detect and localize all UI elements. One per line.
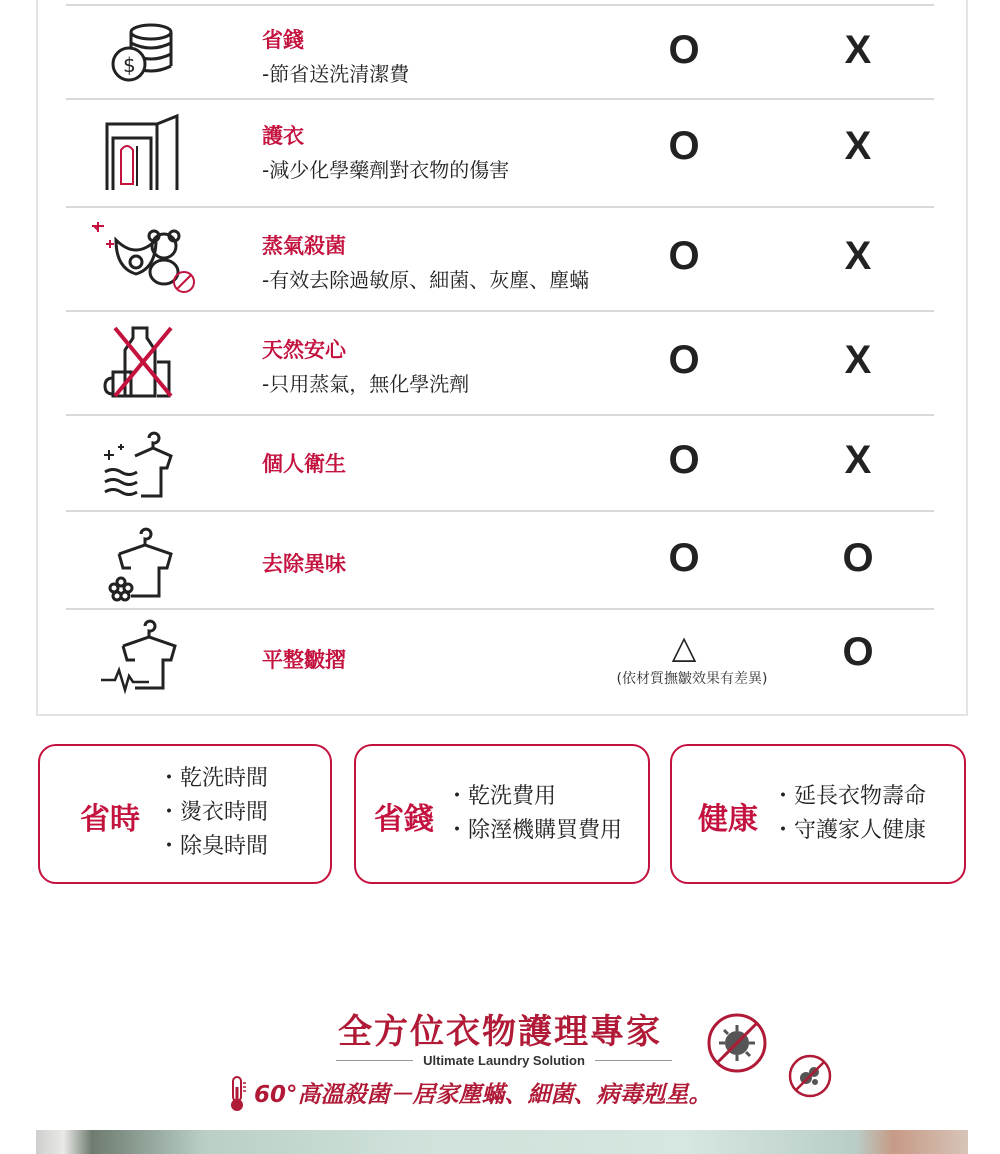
svg-text:$: $ <box>123 53 136 77</box>
col2-mark: X <box>844 234 872 278</box>
summary-list <box>158 762 268 864</box>
summary-item: ・ 延長衣物壽命 <box>772 780 926 814</box>
table-row <box>66 98 934 206</box>
row-desc: -節省送洗清潔費 <box>262 62 410 86</box>
banner-title: 全方位衣物護理專家 <box>338 1012 662 1052</box>
no-virus-icon <box>706 1012 768 1074</box>
banner-subtitle: Ultimate Laundry Solution <box>423 1052 585 1068</box>
summary-item: ・ 除溼機購買費用 <box>446 814 622 848</box>
steam-shirt-icon <box>96 424 186 504</box>
col2-mark: X <box>844 28 872 72</box>
col1-mark: O <box>668 28 700 72</box>
col1-mark: O <box>668 438 700 482</box>
row-title: 個人衛生 <box>262 452 346 476</box>
banner-tagline: 60°高溫殺菌－居家塵蟎、細菌、病毒剋星。 <box>254 1082 712 1108</box>
table-row <box>66 510 934 608</box>
table-row <box>66 414 934 510</box>
table-row <box>66 4 934 98</box>
col2-mark: X <box>844 124 872 168</box>
row-note: (依材質撫皺效果有差異) <box>616 671 768 687</box>
no-detergent-icon <box>96 322 186 402</box>
summary-list <box>772 780 926 848</box>
summary-title: 省時 <box>80 802 140 837</box>
col2-mark: O <box>842 536 874 580</box>
summary-item: ・ 乾洗費用 <box>446 780 622 814</box>
summary-title: 健康 <box>698 802 758 837</box>
shirt-flower-icon <box>96 522 186 602</box>
divider <box>595 1060 672 1061</box>
banner-subtitle-row <box>336 1050 672 1070</box>
bib-teddy-bear-icon <box>86 216 196 296</box>
col1-mark: △ <box>671 628 697 666</box>
summary-item: ・ 燙衣時間 <box>158 796 268 830</box>
thermometer-icon <box>226 1075 248 1113</box>
row-desc: -減少化學藥劑對衣物的傷害 <box>262 158 510 182</box>
summary-box-health <box>670 744 966 884</box>
summary-item: ・ 除臭時間 <box>158 830 268 864</box>
row-title: 省錢 <box>262 28 304 52</box>
table-row <box>66 608 934 708</box>
row-desc: -只用蒸氣，無化學洗劑 <box>262 372 470 396</box>
summary-box-time <box>38 744 332 884</box>
summary-item: ・ 守護家人健康 <box>772 814 926 848</box>
row-title: 天然安心 <box>262 338 346 362</box>
divider <box>336 1060 413 1061</box>
row-title: 護衣 <box>262 124 304 148</box>
wardrobe-icon <box>96 110 186 190</box>
col2-mark: O <box>842 630 874 674</box>
col2-mark: X <box>844 338 872 382</box>
summary-box-money <box>354 744 650 884</box>
col1-mark: O <box>668 124 700 168</box>
table-row <box>66 206 934 310</box>
col1-mark: O <box>668 536 700 580</box>
comparison-table <box>36 0 968 716</box>
summary-item: ・ 乾洗時間 <box>158 762 268 796</box>
col1-mark: O <box>668 234 700 278</box>
col1-mark: O <box>668 338 700 382</box>
product-photo <box>36 1130 968 1154</box>
row-title: 去除異味 <box>262 552 346 576</box>
col2-mark: X <box>844 438 872 482</box>
summary-title: 省錢 <box>374 802 434 837</box>
summary-list <box>446 780 622 848</box>
row-desc: -有效去除過敏原、細菌、灰塵、塵蟎 <box>262 268 590 292</box>
coin-stack-icon <box>96 14 186 94</box>
table-row <box>66 310 934 414</box>
shirt-wrinkle-icon <box>96 616 186 696</box>
row-title: 蒸氣殺菌 <box>262 234 346 258</box>
row-title: 平整皺摺 <box>262 648 346 672</box>
no-germ-icon <box>788 1054 832 1098</box>
